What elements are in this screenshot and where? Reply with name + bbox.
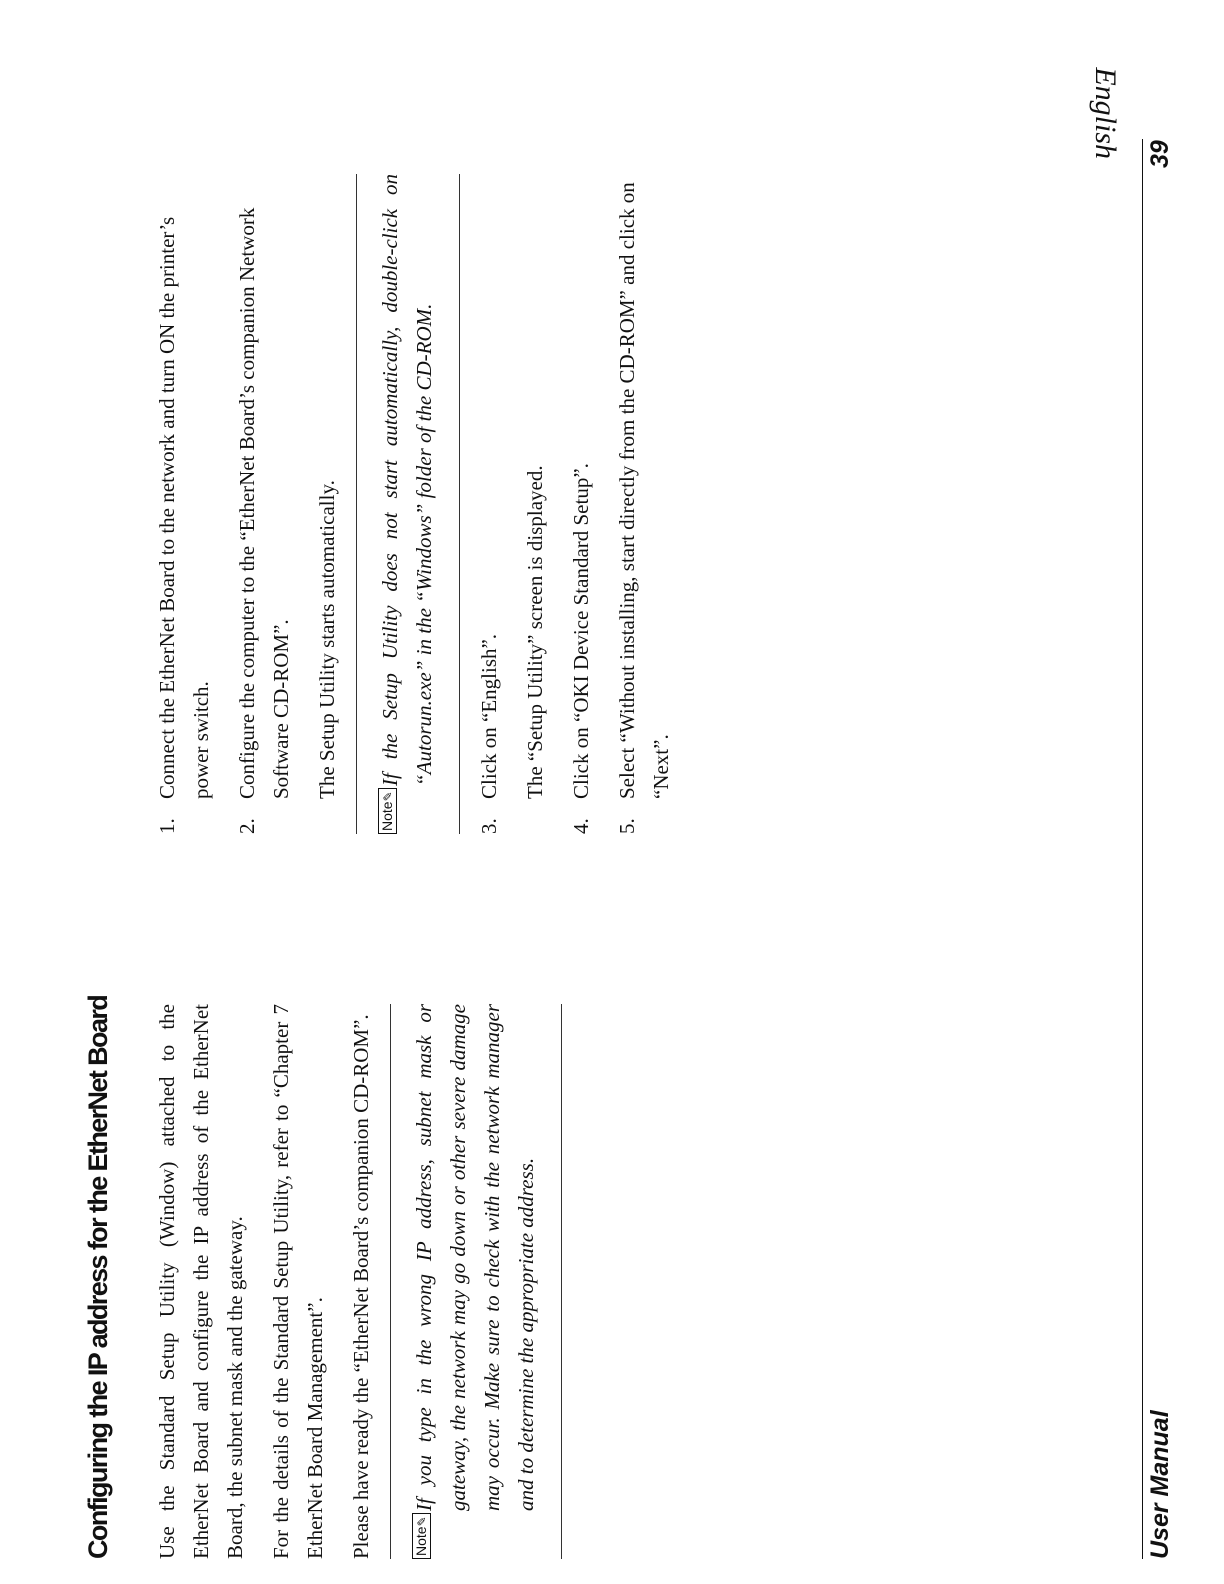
step-text: Configure the computer to the “EtherNet Board’s companion Network Software CD-ROM”. [235,207,293,799]
preparation-paragraph: Please have ready the “EtherNet Board’s companion CD-ROM”. [349,1014,373,1559]
left-column [150,1004,574,1559]
step-number: 4. [569,818,593,834]
step-text: Select “Without installing, start directly from the CD-ROM” and click on “Next”. [615,182,673,799]
step-1 [150,174,218,834]
step-number: 2. [235,818,259,834]
section-title: Configuring the IP address for the EtherNet Board [83,995,113,1559]
note-icon: Note✎ [378,788,397,834]
note-text: If you type in the wrong IP address, subnet mask or gateway, the network may go down or other severe damage may occur. Make sure to check with the network manager and to determine the appropriate address. [412,1004,538,1511]
step-text: Click on “OKI Device Standard Setup”. [569,463,593,799]
autorun-note [356,174,460,834]
step-3 [472,174,506,834]
step-text: Click on “English”. [477,633,501,799]
note-text: If the Setup Utility does not start automatically, double-click on “Autorun.exe” in the “Windows” folder of the CD-ROM. [378,174,436,786]
step-4 [564,174,598,834]
step-text: Connect the EtherNet Board to the network and turn ON the printer’s power switch. [155,216,213,799]
right-column [150,174,690,834]
step-2 [230,174,298,834]
reference-paragraph: For the details of the Standard Setup Utility, refer to “Chapter 7 EtherNet Board Management”. [269,1004,327,1559]
step-2-result: The Setup Utility starts automatically. [315,480,339,799]
intro-paragraph: Use the Standard Setup Utility (Window) attached to the EtherNet Board and configure the IP address of the EtherNet Board, the subnet mask and the gateway. [155,1004,247,1559]
step-5 [610,174,678,834]
step-number: 5. [615,818,639,834]
footer-manual-label: User Manual [1146,1410,1174,1559]
step-number: 3. [477,818,501,834]
note-icon: Note✎ [412,1513,431,1559]
step-3-result: The “Setup Utility” screen is displayed. [523,465,547,799]
warning-note [390,1004,562,1559]
language-label: English [1089,67,1122,159]
step-number: 1. [155,818,179,834]
footer-divider [1142,139,1143,1559]
page-number: 39 [1146,140,1174,168]
